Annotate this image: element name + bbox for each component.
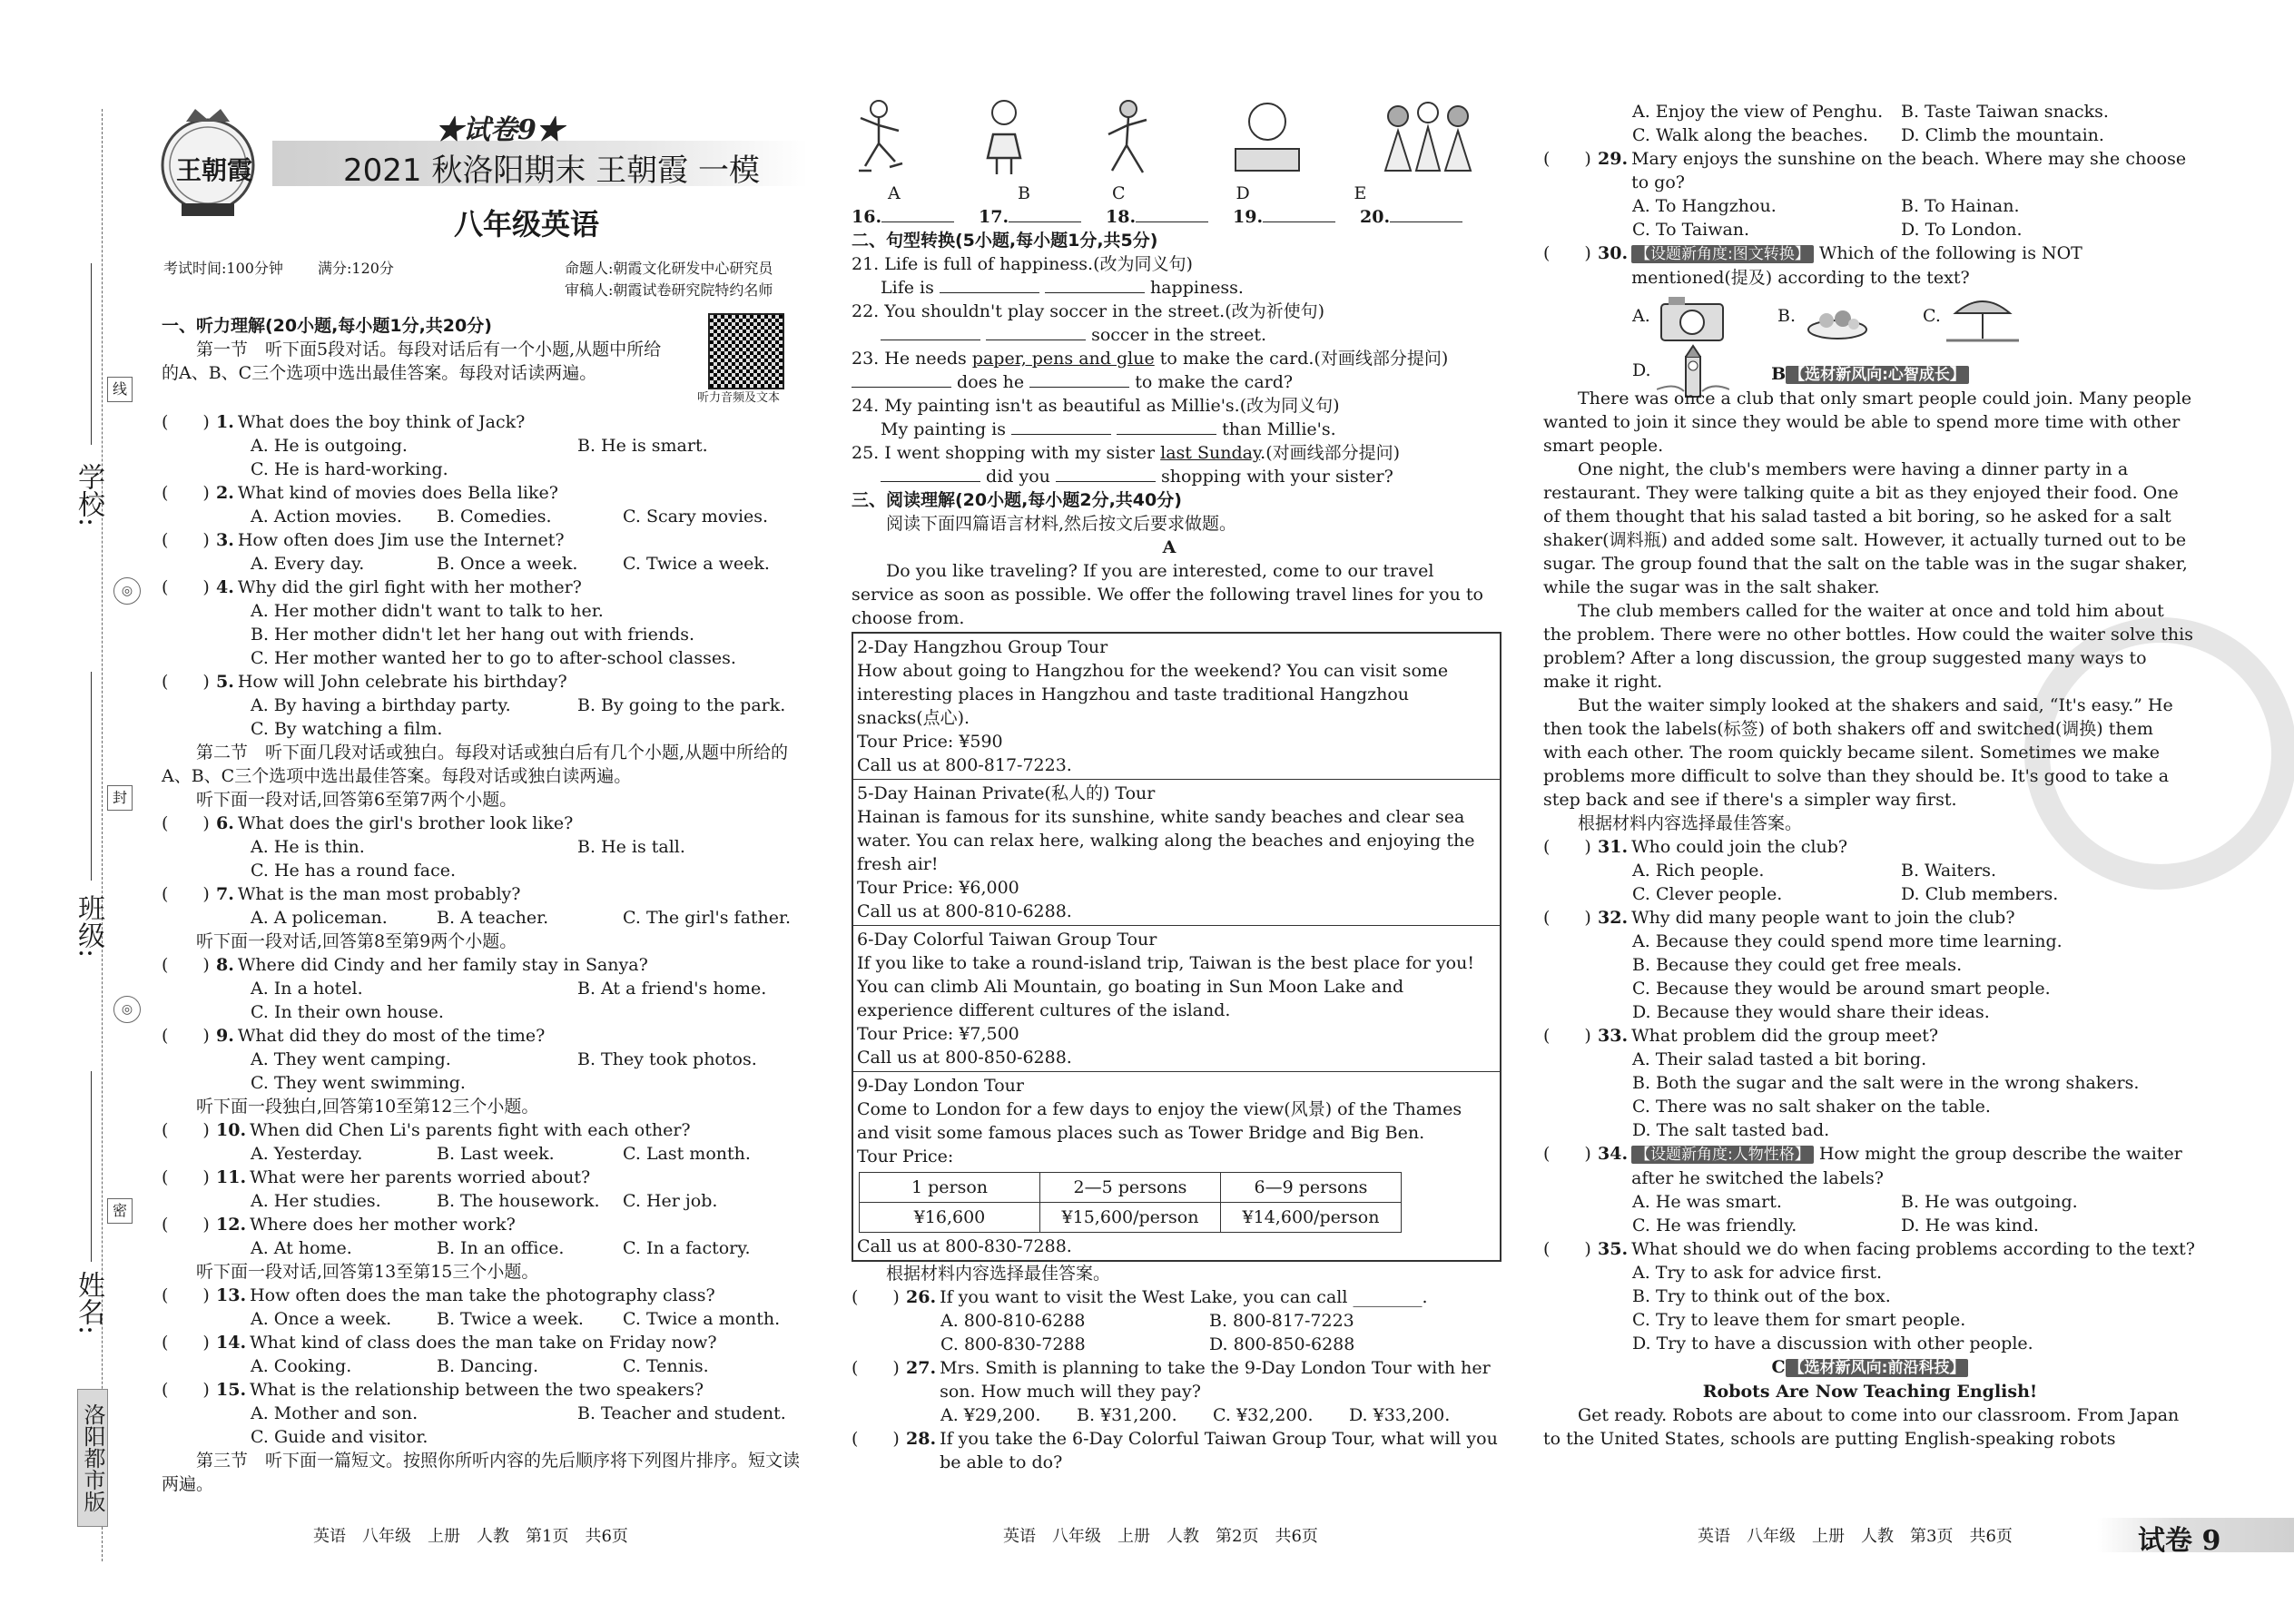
question-2-options: A. Action movies. B. Comedies. C. Scary movies.: [251, 507, 769, 527]
question-21-blanks: Life is happiness.: [881, 278, 1244, 298]
table-cell: ¥15,600/person: [1040, 1203, 1221, 1233]
question-7: ( ) 7. What is the man most probably?: [162, 884, 521, 904]
question-25-blanks: did you shopping with your sister?: [852, 465, 1505, 488]
question-12-options: A. At home. B. In an office. C. In a factory.: [251, 1238, 751, 1258]
question-30: ( ) 30. 【设题新角度:图文转换】 Which of the following is NOT mentioned(提及) according to the text?: [1543, 243, 2082, 288]
passage-b-para-2: One night, the club's members were having a dinner party in a restaurant. They were talking quite a bit as they enjoyed their food. One of them thought that his salad tasted a bit boring, so he asked for a salt shaker(调料瓶) and added some salt. However, it actually turned out to be sugar. The group found that the salt on the table was in the sugar shaker, while the sugar was in the salt shaker.: [1543, 459, 2188, 597]
tour-list: [852, 632, 1501, 1262]
reviewer: 审稿人:朝霞试卷研究院特约名师: [565, 281, 773, 299]
question-8: ( ) 8. Where did Cindy and her family stay in Sanya?: [162, 955, 648, 975]
question-8-options: A. In a hotel. B. At a friend's home. C. In their own house.: [251, 979, 767, 1022]
picture-e-group-icon: [1378, 98, 1478, 178]
brand-logo: [154, 102, 261, 220]
full-score: 满分:120分: [318, 260, 394, 277]
question-33-options: A. Their salad tasted a bit boring. B. Both the sugar and the salt were in the wrong shakers. C. There was no salt shaker on the table. D. The salt tasted bad.: [1632, 1049, 2140, 1140]
tour-hainan: 5-Day Hainan Private(私人的) Tour Hainan is famous for its sunshine, white sandy beaches and clear sea water. You can relax here, walking along the beaches and enjoying the fresh air! Tour Price: ¥6,000 Call us at 800-810-6288.: [853, 780, 1500, 926]
answer-blank[interactable]: [1117, 418, 1216, 435]
hint-10-12: 听下面一段独白,回答第10至第12三个小题。: [196, 1097, 539, 1117]
table-header: 1 person: [860, 1173, 1040, 1203]
question-34-options: A. He was smart. B. He was outgoing. C. He was friendly. D. He was kind.: [1632, 1192, 2078, 1235]
picture-a-skater-icon: [852, 98, 906, 178]
question-5: ( ) 5. How will John celebrate his birthday?: [162, 672, 567, 692]
question-15: ( ) 15. What is the relationship between the two speakers?: [162, 1380, 704, 1400]
tour-london: 9-Day London Tour Come to London for a few days to enjoy the view(风景) of the Thames and visit some famous places such as Tower Bridge and Big Ben. Tour Price: 1 person 2—5 persons 6—9 persons ¥16,600 ¥15,600/person ¥14,600/person Call us at 800-830-7288.: [857, 1076, 1462, 1256]
page-footer-3: 英语 八年级 上册 人教 第3页 共6页: [1698, 1527, 2013, 1546]
question-tag: 【设题新角度:人物性格】: [1631, 1146, 1814, 1164]
column-1: [162, 314, 697, 385]
picture-c-dancer-icon: [1101, 98, 1156, 178]
paper-number-badge: 试卷 9: [2138, 1525, 2221, 1557]
hint-6-7: 听下面一段对话,回答第6至第7两个小题。: [196, 790, 517, 810]
question-3-options: A. Every day. B. Once a week. C. Twice a week.: [251, 554, 770, 574]
answer-blank[interactable]: [1056, 465, 1156, 482]
school-label: 学校:: [73, 463, 104, 527]
question-13-options: A. Once a week. B. Twice a week. C. Twice a month.: [251, 1309, 781, 1329]
answer-blank[interactable]: [1009, 205, 1081, 222]
section-3-title: 三、阅读理解(20小题,每小题2分,共40分): [852, 490, 1182, 510]
name-underline: [91, 1071, 92, 1262]
class-underline: [91, 672, 92, 881]
passage-tag: 【选材新风向:前沿科技】: [1786, 1359, 1969, 1377]
answer-blank[interactable]: [881, 465, 980, 482]
tour-hangzhou: 2-Day Hangzhou Group Tour How about going to Hangzhou for the weekend? You can visit some interesting places in Hangzhou and taste traditional Hangzhou snacks(点心). Tour Price: ¥590 Call us at 800-817-7223.: [853, 634, 1500, 780]
answer-blank[interactable]: [1390, 205, 1462, 222]
part-3-intro: 第三节 听下面一篇短文。按照你所听内容的先后顺序将下列图片排序。短文读两遍。: [162, 1451, 801, 1494]
question-29: ( ) 29. Mary enjoys the sunshine on the beach. Where may she choose to go?: [1543, 149, 2187, 192]
snacks-icon: [1801, 290, 1874, 344]
camera-icon: [1656, 290, 1728, 344]
hint-8-9: 听下面一段对话,回答第8至第9两个小题。: [196, 931, 517, 951]
answer-blanks-16-20: 16. 17. 18. 19. 20.: [852, 205, 1487, 229]
part-2-intro: 第二节 听下面几段对话或独白。每段对话或独白后有几个小题,从题中所给的A、B、C三个选项中选出最佳答案。每段对话或独白读两遍。: [162, 743, 789, 786]
question-6: ( ) 6. What does the girl's brother look like?: [162, 813, 574, 833]
binding-mark-seal: 封: [107, 785, 133, 811]
question-13: ( ) 13. How often does the man take the photography class?: [162, 1285, 715, 1305]
question-22: 22. You shouldn't play soccer in the street.(改为祈使句): [852, 301, 1325, 321]
beach-umbrella-icon: [1946, 290, 2019, 344]
question-10-options: A. Yesterday. B. Last week. C. Last month.: [251, 1144, 751, 1164]
binding-line: [102, 109, 103, 1561]
passage-b-para-3: The club members called for the waiter at once and told him about the problem. There were no other bottles. How could the waiter solve this problem? After a long discussion, the group suggested many ways to make it right.: [1543, 601, 2193, 692]
question-28: ( ) 28. If you take the 6-Day Colorful Taiwan Group Tour, what will you be able to do?: [852, 1429, 1498, 1472]
question-24-blanks: My painting is than Millie's.: [881, 419, 1336, 439]
region-edition-badge: 洛阳都市版: [77, 1389, 108, 1527]
question-10: ( ) 10. When did Chen Li's parents fight with each other?: [162, 1120, 691, 1140]
question-23: 23. He needs paper, pens and glue to make the card.(对画线部分提问): [852, 349, 1449, 369]
answer-blank[interactable]: [1011, 418, 1111, 435]
question-24: 24. My painting isn't as beautiful as Millie's.(改为同义句): [852, 396, 1340, 416]
answer-blank[interactable]: [1263, 205, 1335, 222]
question-29-options: A. To Hangzhou. B. To Hainan. C. To Taiwan. D. To London.: [1632, 196, 2023, 240]
question-33: ( ) 33. What problem did the group meet?: [1543, 1026, 1939, 1046]
question-27-options: A. ¥29,200. B. ¥31,200. C. ¥32,200. D. ¥33,200.: [940, 1405, 1451, 1425]
question-5-options: A. By having a birthday party. B. By going to the park. C. By watching a film.: [251, 695, 786, 739]
question-14-options: A. Cooking. B. Dancing. C. Tennis.: [251, 1356, 709, 1376]
author: 命题人:朝霞文化研发中心研究员: [565, 260, 773, 277]
question-30-options: A. B. C. D.: [1543, 290, 2197, 362]
question-11: ( ) 11. What were her parents worried about?: [162, 1167, 591, 1187]
picture-row: [852, 98, 1478, 182]
picture-labels: A B C D E: [888, 183, 1367, 203]
column-2: [852, 98, 1505, 1474]
section-1-title: 一、听力理解(20小题,每小题1分,共20分): [162, 316, 492, 336]
question-2: ( ) 2. What kind of movies does Bella like?: [162, 483, 558, 503]
question-14: ( ) 14. What kind of class does the man take on Friday now?: [162, 1333, 717, 1353]
punch-hole-icon: ◎: [113, 577, 141, 605]
question-35-options: A. Try to ask for advice first. B. Try to think out of the box. C. Try to leave them for smart people. D. Try to have a discussion with other people.: [1632, 1263, 2033, 1353]
page-footer-2: 英语 八年级 上册 人教 第2页 共6页: [1003, 1527, 1318, 1546]
question-11-options: A. Her studies. B. The housework. C. Her job.: [251, 1191, 718, 1211]
binding-mark-line: 线: [107, 377, 133, 402]
answer-blank[interactable]: [940, 276, 1039, 293]
punch-hole-icon: ◎: [113, 996, 141, 1023]
question-12: ( ) 12. Where does her mother work?: [162, 1215, 516, 1235]
question-23-blanks: does he to make the card?: [852, 370, 1505, 394]
choose-hint-a: 根据材料内容选择最佳答案。: [886, 1264, 1111, 1284]
question-22-blanks: soccer in the street.: [852, 323, 1505, 347]
school-underline: [91, 263, 92, 445]
question-31-options: A. Rich people. B. Waiters. C. Clever people. D. Club members.: [1632, 861, 2059, 904]
question-15-options: A. Mother and son. B. Teacher and student. C. Guide and visitor.: [251, 1403, 786, 1447]
name-label: 姓名:: [73, 1271, 104, 1335]
hint-13-15: 听下面一段对话,回答第13至第15三个小题。: [196, 1262, 539, 1282]
series-badge: ★试卷9★: [436, 114, 564, 146]
question-21: 21. Life is full of happiness.(改为同义句): [852, 254, 1193, 274]
question-6-options: A. He is thin. B. He is tall. C. He has a round face.: [251, 837, 685, 881]
answer-blank[interactable]: [1045, 276, 1145, 293]
passage-b-para-1: There was once a club that only smart people could join. Many people wanted to join it since they would be able to spend more time with other smart people.: [1543, 389, 2192, 456]
table-cell: ¥14,600/person: [1221, 1203, 1402, 1233]
class-label: 班级:: [73, 894, 104, 959]
question-32-options: A. Because they could spend more time learning. B. Because they could get free meals. C. Because they would be around smart people. D. Because they would share their ideas.: [1632, 931, 2063, 1022]
column-3: [1543, 100, 2197, 1451]
choose-hint-b: 根据材料内容选择最佳答案。: [1578, 813, 1803, 833]
question-7-options: A. A policeman. B. A teacher. C. The girl's father.: [251, 908, 792, 928]
exam-title: 2021 秋洛阳期末 王朝霞 一模: [343, 153, 760, 189]
question-28-options: A. Enjoy the view of Penghu. B. Taste Taiwan snacks. C. Walk along the beaches. D. Climb the mountain.: [1632, 102, 2109, 145]
question-26-options: A. 800-810-6288 B. 800-817-7223 C. 800-830-7288 D. 800-850-6288: [940, 1311, 1355, 1354]
table-cell: ¥16,600: [860, 1203, 1040, 1233]
qr-code-icon[interactable]: [708, 313, 784, 389]
question-1: ( ) 1. What does the boy think of Jack?: [162, 412, 526, 432]
question-3: ( ) 3. How often does Jim use the Internet?: [162, 530, 565, 550]
passage-c-heading: C 【选材新风向:前沿科技】: [1543, 1355, 2197, 1380]
passage-a-intro: Do you like traveling? If you are interested, come to our travel service as soon as possible. We offer the following travel lines for you to choose from.: [852, 561, 1483, 628]
question-4-options: A. Her mother didn't want to talk to her. B. Her mother didn't let her hang out with friends. C. Her mother wanted her to go to after-school classes.: [251, 601, 736, 668]
picture-b-girl-icon: [977, 98, 1031, 178]
picture-d-boy-reading-icon: [1226, 98, 1308, 178]
tour-taiwan: 6-Day Colorful Taiwan Group Tour If you like to take a round-island trip, Taiwan is the best place for you! You can climb Ali Mountain, go boating in Sun Moon Lake and experience different cultures of the island. Tour Price: ¥7,500 Call us at 800-850-6288.: [853, 926, 1500, 1072]
binding-mark-secret: 密: [107, 1198, 133, 1224]
table-header: 6—9 persons: [1221, 1173, 1402, 1203]
logo-text: 王朝霞: [176, 155, 253, 185]
answer-blank[interactable]: [852, 370, 951, 388]
answer-blank[interactable]: [1029, 370, 1129, 388]
question-34: ( ) 34. 【设题新角度:人物性格】 How might the group describe the waiter after he switched the labels?: [1543, 1144, 2182, 1188]
answer-blank[interactable]: [1136, 205, 1208, 222]
answer-blank[interactable]: [881, 323, 980, 340]
question-25: 25. I went shopping with my sister last Sunday.(对画线部分提问): [852, 443, 1401, 463]
question-26: ( ) 26. If you want to visit the West Lake, you can call ________.: [852, 1287, 1428, 1307]
table-header: 2—5 persons: [1040, 1173, 1221, 1203]
question-9: ( ) 9. What did they do most of the time?: [162, 1026, 546, 1046]
question-32: ( ) 32. Why did many people want to join the club?: [1543, 908, 2015, 928]
question-9-options: A. They went camping. B. They took photos. C. They went swimming.: [251, 1049, 757, 1093]
listening-questions: ( ) 1. What does the boy think of Jack? A. He is outgoing. B. He is smart. C. He is hard-working. ( ) 2. What kind of movies does Bella like? A. Action movies. B. Comedies. C. Scary movies. ( ) 3. How often does Jim use the Internet? A. Every day. B. Once a week. C. Twice a week. ( ) 4. Why did the girl fight with her mother? A. Her mother didn't want to talk to her. B. Her mother didn't let her hang out with friends. C. Her mother wanted her to go to after-school classes. ( ) 5. How will John celebrate his birthday? A. By having a birthday party. B. By going to the park. C. By watching a film. 第二节 听下面几段对话或独白。每段对话或独白后有几个小题,从题中所给的A、B、C三个选项中选出最佳答案。每段对话或独白读两遍。 听下面一段对话,回答第6至第7两个小题。 ( ) 6. What does the girl's brother look like? A. He is thin. B. He is tall. C. He has a round face. ( ) 7. What is the man most probably? A. A policeman. B. A teacher. C. The girl's father. 听下面一段对话,回答第8至第9两个小题。 ( ) 8. Where did Cindy and her family stay in Sanya? A. In a hotel. B. At a friend's home. C. In their own house. ( ) 9. What did they do most of the time? A. They went camping. B. They took photos. C. They went swimming. 听下面一段独白,回答第10至第12三个小题。 ( ) 10. When did Chen Li's parents fight with each other? A. Yesterday. B. Last week. C. Last month. ( ) 11. What were her parents worried about? A. Her studies. B. The housework. C. Her job. ( ) 12. Where does her mother work? A. At home. B. In an office. C. In a factory. 听下面一段对话,回答第13至第15三个小题。 ( ) 13. How often does the man take the photography class? A. Once a week. B. Twice a week. C. Twice a month. ( ) 14. What kind of class does the man take on Friday now? A. Cooking. B. Dancing. C. Tennis. ( ) 15. What is the relationship between the two speakers? A. Mother and son. B. Teacher and student. C. Guide and visitor. 第三节 听下面一篇短文。按照你所听内容的先后顺序将下列图片排序。短文读两遍。: [162, 410, 815, 1496]
passage-c-title: Robots Are Now Teaching English!: [1702, 1382, 2038, 1402]
subject-title: 八年级英语: [454, 207, 600, 241]
question-27: ( ) 27. Mrs. Smith is planning to take the 9-Day London Tour with her son. How much will they pay?: [852, 1358, 1491, 1402]
page-footer-1: 英语 八年级 上册 人教 第1页 共6页: [313, 1527, 628, 1546]
question-31: ( ) 31. Who could join the club?: [1543, 837, 1848, 857]
question-35: ( ) 35. What should we do when facing problems according to the text?: [1543, 1239, 2195, 1259]
answer-blank[interactable]: [986, 323, 1086, 340]
part-1-intro: 第一节 听下面5段对话。每段对话后有一个小题,从题中所给的A、B、C三个选项中选出最佳答案。每段对话读两遍。: [162, 340, 662, 383]
question-tag: 【设题新角度:图文转换】: [1631, 245, 1814, 263]
passage-b-para-4: But the waiter simply looked at the shakers and said, “It's easy.” He then took the labels(标签) of both shakers off and switched(调换) them with each other. The room quickly became silent. Sometimes we make problems more difficult to solve than they should be. It's good to take a step back and see if there's a simpler way first.: [1543, 695, 2173, 810]
answer-blank[interactable]: [881, 205, 954, 222]
passage-c-para-1: Get ready. Robots are about to come into our classroom. From Japan to the United States, schools are putting English-speaking robots: [1543, 1405, 2180, 1449]
question-4: ( ) 4. Why did the girl fight with her mother?: [162, 577, 582, 597]
london-price-table: [859, 1172, 1402, 1233]
exam-time: 考试时间:100分钟: [163, 260, 283, 277]
passage-tag: 【选材新风向:心智成长】: [1786, 366, 1969, 384]
passage-a-label: A: [1162, 537, 1177, 557]
passage-b-heading: B 【选材新风向:心智成长】: [1543, 362, 2197, 387]
qr-caption: 听力音频及文本: [697, 391, 781, 405]
question-1-options: A. He is outgoing. B. He is smart.: [251, 436, 708, 456]
section-3-intro: 阅读下面四篇语言材料,然后按文后要求做题。: [886, 514, 1237, 534]
section-2-title: 二、句型转换(5小题,每小题1分,共5分): [852, 231, 1158, 251]
